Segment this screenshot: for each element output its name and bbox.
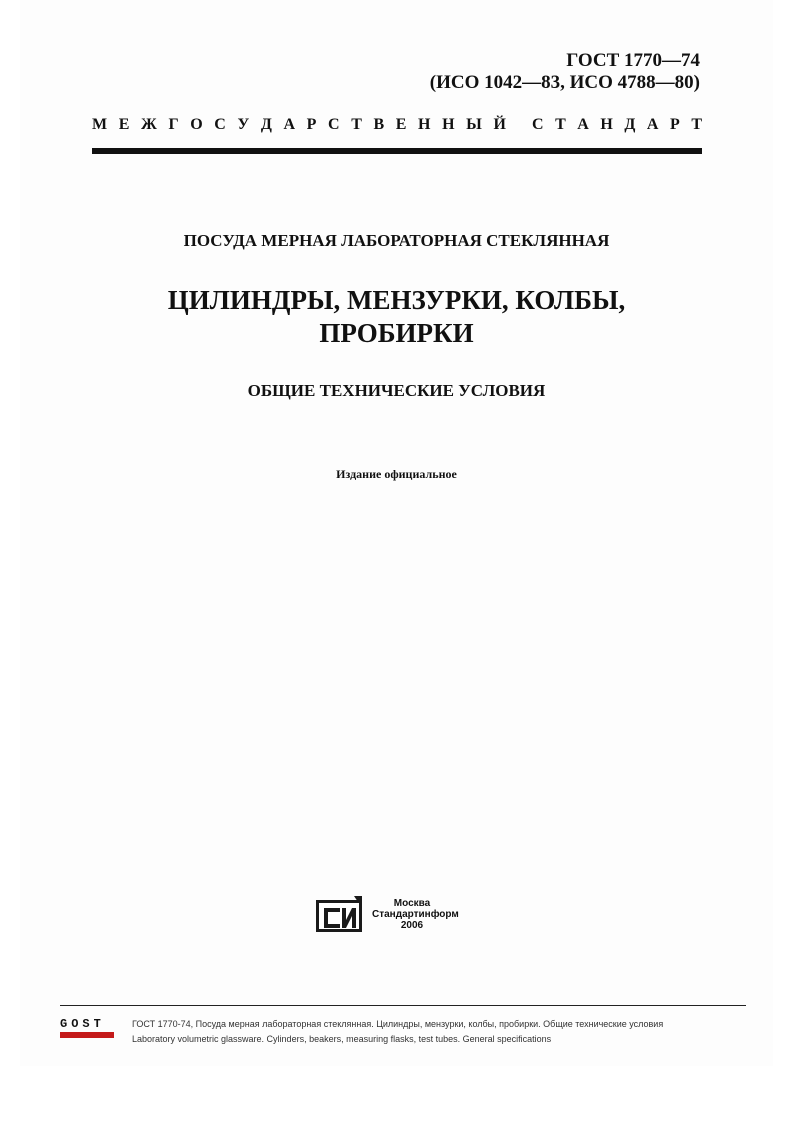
banner-letter: Д [624, 116, 636, 133]
publisher-name: Стандартинформ [372, 909, 459, 920]
footer-divider [60, 1005, 746, 1006]
document-title [0, 284, 793, 350]
banner-letter: Ж [141, 116, 157, 133]
banner-letter: Е [395, 116, 407, 133]
banner-letter: С [328, 116, 340, 133]
gost-number: ГОСТ 1770—74 [566, 50, 700, 71]
expert-logo-stripe [60, 1032, 114, 1038]
banner-word-interstate [92, 116, 506, 134]
banner-letter: Т [555, 116, 566, 133]
footer-line-ru: ГОСТ 1770-74, Посуда мерная лабораторная стеклянная. Цилиндры, мензурки, колбы, пробирки. Общие технические условия [132, 1019, 664, 1029]
gost-expert-logo [60, 1018, 114, 1038]
banner-letter: А [283, 116, 296, 133]
banner-letter: Т [691, 116, 702, 133]
publication-year: 2006 [400, 920, 424, 931]
title-line-2: ПРОБИРКИ [319, 318, 474, 348]
edition-note: Издание официальное [336, 467, 457, 481]
banner-letter: С [214, 116, 226, 133]
publisher-logo-icon [316, 896, 362, 934]
banner-letter: М [92, 116, 108, 133]
banner-letter: Р [306, 116, 317, 133]
banner-letter: А [577, 116, 589, 133]
header-rule [92, 148, 702, 154]
series-title: ПОСУДА МЕРНАЯ ЛАБОРАТОРНАЯ СТЕКЛЯННАЯ [183, 231, 610, 250]
standard-designation [430, 50, 700, 94]
banner-letter: О [190, 116, 203, 133]
banner-letter: Д [260, 116, 272, 133]
banner-letter: В [373, 116, 385, 133]
banner-letter: Р [670, 116, 680, 133]
banner-letter: Т [351, 116, 362, 133]
footer-caption [132, 1017, 663, 1047]
banner-letter: Н [418, 116, 431, 133]
gost-logo-text: GOST [60, 1017, 105, 1031]
banner-letter: Г [168, 116, 179, 133]
banner-letter: Й [493, 116, 506, 133]
banner-letter: У [237, 116, 250, 133]
interstate-standard-banner [92, 116, 702, 134]
banner-letter: Е [118, 116, 130, 133]
title-line-1: ЦИЛИНДРЫ, МЕНЗУРКИ, КОЛБЫ, [167, 285, 626, 315]
banner-letter: С [532, 116, 544, 133]
document-subtitle: ОБЩИЕ ТЕХНИЧЕСКИЕ УСЛОВИЯ [247, 381, 546, 400]
banner-letter: Н [442, 116, 455, 133]
banner-letter: А [646, 116, 659, 133]
iso-references: (ИСО 1042—83, ИСО 4788—80) [429, 72, 700, 93]
publisher-block [372, 898, 459, 931]
banner-word-standard [532, 116, 702, 134]
banner-letter: Н [600, 116, 613, 133]
footer-line-en: Laboratory volumetric glassware. Cylinders, beakers, measuring flasks, test tubes. General specifications [132, 1034, 552, 1044]
publisher-city: Москва [393, 898, 431, 909]
banner-letter: Ы [466, 116, 482, 133]
